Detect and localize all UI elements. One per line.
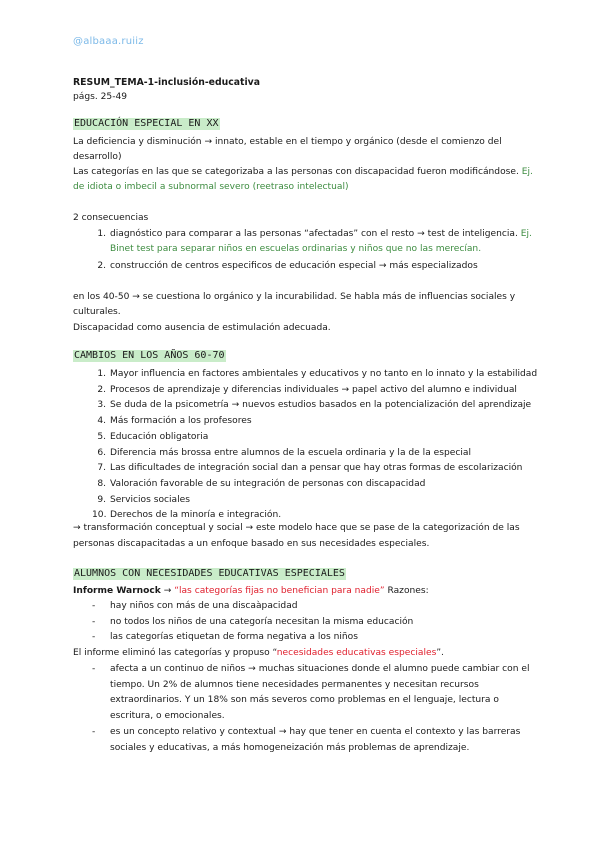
informe-quote: “las categorías fijas no benefician para nadie” [174, 586, 385, 596]
paragraph-line [73, 647, 444, 659]
dash-bullet: - [92, 664, 96, 674]
informe-name: Informe Warnock [73, 586, 161, 596]
paragraph-text: El informe eliminó las categorías y propuso “ [73, 648, 277, 658]
author-handle: @albaaa.ruiiz [73, 36, 144, 47]
paragraph-text: Las categorías en las que se categorizaba a las personas con discapacidad fueron modificándose. [73, 167, 519, 177]
paragraph-text: ”. [436, 648, 444, 658]
section-heading-alumnos: ALUMNOS CON NECESIDADES EDUCATIVAS ESPECIALES [74, 568, 345, 579]
list-item: Valoración favorable de su integración de personas con discapacidad [110, 478, 426, 489]
list-number: 2. [97, 384, 106, 395]
reason-item: no todos los niños de una categoría necesitan la misma educación [110, 616, 414, 627]
list-number: 1. [97, 369, 106, 379]
list-number: 10. [92, 510, 107, 521]
dash-bullet: - [92, 601, 96, 611]
list-item: Educación obligatoria [110, 431, 209, 442]
bullet-line: extraordinarios. Y un 18% son más severos como problemas en el lenguaje, lectura o [110, 695, 499, 705]
list-number: 2. [97, 261, 106, 271]
highlight-term: necesidades educativas especiales [276, 648, 437, 658]
list-number: 7. [97, 463, 106, 474]
dash-bullet: - [92, 616, 96, 627]
section-heading-cambios: CAMBIOS EN LOS AÑOS 60-70 [74, 350, 225, 361]
conclusion-line: → transformación conceptual y social → este modelo hace que se pase de la categorización de las [73, 523, 520, 533]
list-number: 4. [97, 416, 106, 427]
list-item: Más formación a los profesores [110, 416, 252, 427]
list-number: 6. [97, 447, 106, 458]
dash-bullet: - [92, 632, 96, 642]
consequences-label: 2 consecuencias [73, 213, 149, 223]
informe-line [73, 585, 429, 597]
paragraph-line [73, 166, 533, 178]
document-title: RESUM_TEMA-1-inclusión-educativa [73, 77, 261, 88]
example-label: Ej. [520, 229, 532, 239]
example-line: de idiota o imbecil a subnormal severo (reetraso intelectual) [73, 182, 349, 192]
paragraph-line: culturales. [73, 307, 121, 317]
page-range: págs. 25-49 [73, 92, 128, 102]
informe-tail: Razones: [384, 586, 429, 596]
bullet-line: sociales y educativas, a más homogeneización más problemas de aprendizaje. [110, 742, 470, 753]
paragraph-line: en los 40-50 → se cuestiona lo orgánico y la incurabilidad. Se habla más de influencias sociales y [73, 292, 516, 302]
bullet-line: escritura, o emocionales. [110, 710, 225, 721]
list-item: Se duda de la psicometría → nuevos estudios basados en la potencialización del aprendizaje [110, 400, 532, 411]
list-item [110, 228, 532, 240]
paragraph-line: La deficiencia y disminución → innato, estable en el tiempo y orgánico (desde el comienzo del [73, 137, 502, 147]
paragraph-line: desarrollo) [73, 152, 122, 162]
list-item: Diferencia más brossa entre alumnos de la escuela ordinaria y la de la especial [110, 447, 471, 458]
bullet-line: es un concepto relativo y contextual → hay que tener en cuenta el contexto y las barreras [110, 727, 521, 737]
list-item: Mayor influencia en factores ambientales y educativos y no tanto en lo innato y la estabilidad [110, 369, 538, 379]
list-item: Las dificultades de integración social dan a pensar que hay otras formas de escolarización [110, 463, 523, 474]
reason-item: las categorías etiquetan de forma negativa a los niños [110, 632, 358, 642]
list-item: Derechos de la minoría e integración. [110, 510, 282, 521]
list-number: 5. [97, 431, 106, 442]
list-item: construcción de centros especificos de educación especial → más especializados [110, 261, 478, 271]
list-item-text: diagnóstico para comparar a las personas “afectadas” con el resto → test de inteligencia. [110, 229, 518, 239]
example-label: Ej. [521, 167, 533, 177]
conclusion-line: personas discapacitadas a un enfoque basado en sus necesidades especiales. [73, 539, 430, 549]
list-number: 8. [97, 478, 106, 489]
dash-bullet: - [92, 727, 96, 737]
arrow: → [160, 586, 175, 596]
list-item: Servicios sociales [110, 494, 190, 505]
list-number: 3. [97, 400, 106, 411]
reason-item: hay niños con más de una discaàpacidad [110, 601, 298, 611]
bullet-line: tiempo. Un 2% de alumnos tiene necesidades permanentes y necesitan recursos [110, 679, 479, 690]
bullet-line: afecta a un continuo de niños → muchas situaciones donde el alumno puede cambiar con el [110, 664, 530, 674]
list-item: Procesos de aprendizaje y diferencias individuales → papel activo del alumno e individual [110, 384, 517, 395]
example-line: Binet test para separar niños en escuelas ordinarias y niños que no las merecían. [110, 244, 482, 254]
section-heading-educacion-especial: EDUCACIÓN ESPECIAL EN XX [74, 118, 219, 129]
paragraph-line: Discapacidad como ausencia de estimulación adecuada. [73, 323, 331, 333]
list-number: 9. [97, 494, 106, 505]
list-number: 1. [97, 229, 106, 239]
